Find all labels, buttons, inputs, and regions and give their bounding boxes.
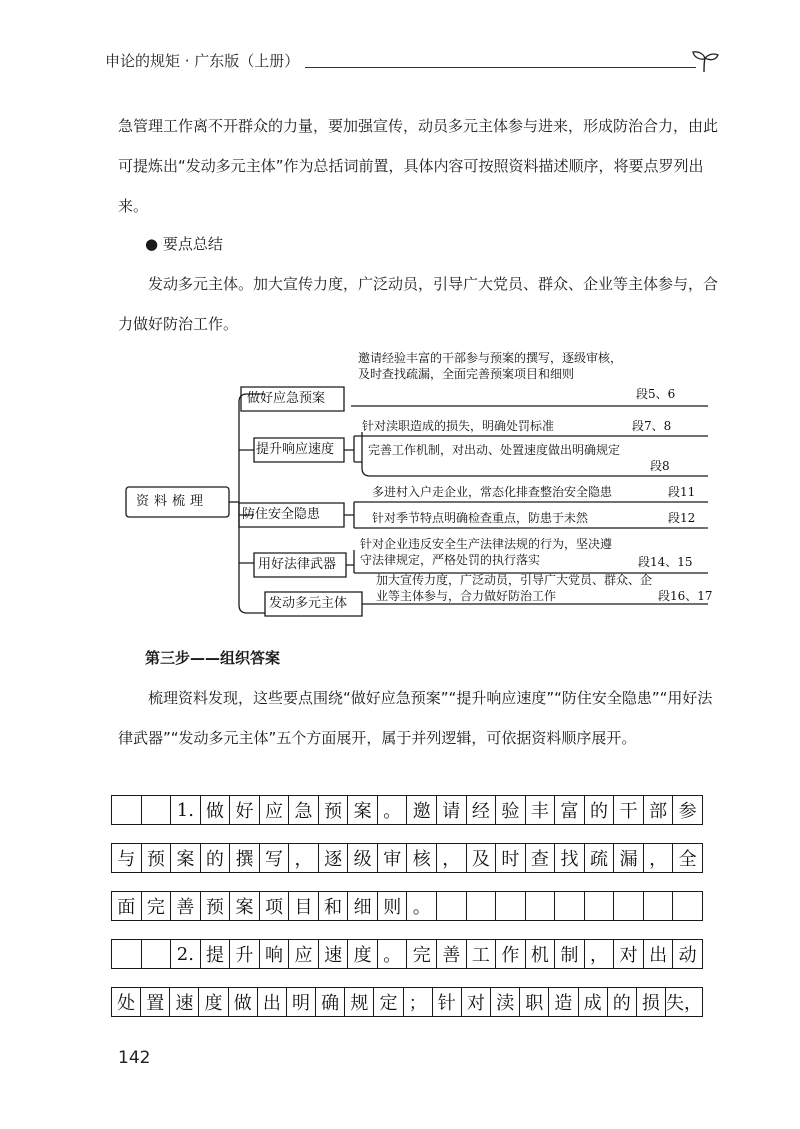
mindmap-b2-detail-1: 针对渎职造成的损失，明确处罚标准 <box>362 419 555 433</box>
grid-cell: 。 <box>407 892 437 920</box>
grid-cell: 细 <box>348 892 378 920</box>
mindmap-b2-ref-2: 段8 <box>650 459 670 473</box>
grid-cell: 时 <box>496 844 526 872</box>
mindmap-b5-label: 发动多元主体 <box>269 596 348 611</box>
book-title: 申论的规矩 · 广东版（上册） <box>105 52 300 70</box>
grid-cell: 工 <box>467 940 497 968</box>
grid-cell <box>112 796 142 824</box>
grid-cell: 案 <box>230 892 260 920</box>
grid-cell: 2. <box>171 940 201 968</box>
grid-cell: 损 <box>637 988 666 1016</box>
grid-cell <box>614 892 644 920</box>
grid-cell: 升 <box>230 940 260 968</box>
mindmap-b2-detail-2: 完善工作机制，对出动、处置速度做出明确规定 <box>368 443 621 457</box>
mindmap-b3-ref-2: 段12 <box>668 511 696 525</box>
grid-cell: 项 <box>260 892 290 920</box>
grid-cell: 的 <box>585 796 615 824</box>
grid-cell <box>467 892 497 920</box>
grid-row <box>111 987 703 1017</box>
mindmap-root-label: 资料梳理 <box>136 494 209 509</box>
grid-cell: 找 <box>555 844 585 872</box>
running-header <box>95 48 720 76</box>
grid-cell: 失， <box>665 993 702 1014</box>
grid-cell <box>585 892 615 920</box>
grid-cell <box>142 940 172 968</box>
grid-cell: 置 <box>141 988 170 1016</box>
mindmap-b5-ref: 段16、17 <box>658 589 713 603</box>
grid-cell: 度 <box>348 940 378 968</box>
grid-cell: 制 <box>555 940 585 968</box>
mindmap-b4-label: 用好法律武器 <box>258 557 337 572</box>
grid-cell: 撰 <box>230 844 260 872</box>
grid-cell <box>112 940 142 968</box>
grid-cell: 预 <box>142 844 172 872</box>
grid-cell: 做 <box>201 796 231 824</box>
mindmap-b4-detail: 针对企业违反安全生产法律法规的行为，坚决遵守法律规定，严格处罚的执行落实 <box>360 537 613 567</box>
grid-cell: 的 <box>608 988 637 1016</box>
grid-cell: 级 <box>348 844 378 872</box>
page-number: 142 <box>118 1048 151 1068</box>
grid-cell: 对 <box>462 988 491 1016</box>
mindmap-b3-ref-1: 段11 <box>668 485 696 499</box>
grid-cell: 全 <box>678 849 697 870</box>
mindmap-b3-detail-2: 针对季节特点明确检查重点，防患于未然 <box>372 511 589 525</box>
grid-cell: 机 <box>526 940 556 968</box>
sprout-icon <box>690 48 720 74</box>
grid-cell <box>142 796 172 824</box>
grid-cell: 疏 <box>585 844 615 872</box>
grid-cell: 职 <box>520 988 549 1016</box>
grid-cell: 完 <box>142 892 172 920</box>
grid-cell: 。 <box>378 796 408 824</box>
grid-cell: ， <box>289 844 319 872</box>
grid-cell: 写 <box>260 844 290 872</box>
grid-row <box>111 795 703 825</box>
grid-cell: 查 <box>526 844 556 872</box>
grid-cell: ； <box>404 988 433 1016</box>
mindmap-b3-detail-1: 多进村入户走企业，常态化排查整治安全隐患 <box>372 485 613 499</box>
grid-cell: 审 <box>378 844 408 872</box>
grid-cell: 规 <box>345 988 374 1016</box>
grid-cell: 确 <box>316 988 345 1016</box>
grid-cell: 造 <box>549 988 578 1016</box>
grid-cell: 案 <box>171 844 201 872</box>
mindmap-b1-label: 做好应急预案 <box>247 391 326 406</box>
grid-cell: 速 <box>319 940 349 968</box>
grid-cell <box>673 892 702 920</box>
grid-cell: 对 <box>614 940 644 968</box>
grid-cell: 好 <box>230 796 260 824</box>
grid-cell: 则 <box>378 892 408 920</box>
grid-cell <box>496 892 526 920</box>
grid-cell: 完 <box>407 940 437 968</box>
grid-cell: 。 <box>378 940 408 968</box>
material-mindmap <box>118 350 718 622</box>
grid-cell: 丰 <box>526 796 556 824</box>
grid-cell: 提 <box>201 940 231 968</box>
grid-cell: 部 <box>644 796 674 824</box>
grid-cell: ， <box>585 940 615 968</box>
grid-cell: ， <box>437 844 467 872</box>
section-key-points-heading: ● 要点总结 <box>145 235 223 253</box>
grid-cell: 善 <box>171 892 201 920</box>
grid-cell: 1. <box>171 796 201 824</box>
grid-cell: 干 <box>614 796 644 824</box>
grid-cell: 急 <box>289 796 319 824</box>
grid-cell: 经 <box>467 796 497 824</box>
grid-cell: 参 <box>678 801 697 822</box>
grid-cell: 目 <box>289 892 319 920</box>
grid-cell: ， <box>644 844 674 872</box>
grid-row <box>111 843 703 873</box>
grid-cell: 作 <box>496 940 526 968</box>
grid-cell: 逐 <box>319 844 349 872</box>
grid-cell: 漏 <box>614 844 644 872</box>
grid-cell: 与 <box>112 844 142 872</box>
grid-cell: 及 <box>467 844 497 872</box>
grid-cell: 成 <box>579 988 608 1016</box>
grid-cell: 出 <box>644 940 674 968</box>
grid-cell: 针 <box>433 988 462 1016</box>
mindmap-b2-ref-1: 段7、8 <box>632 419 672 433</box>
grid-cell: 案 <box>348 796 378 824</box>
paragraph-key-points-summary: 发动多元主体。加大宣传力度，广泛动员，引导广大党员、群众、企业等主体参与，合力做好防治工作。 <box>118 275 719 333</box>
mindmap-b5-detail: 加大宣传力度，广泛动员，引导广大党员、群众、企业等主体参与，合力做好防治工作 <box>376 573 653 603</box>
grid-cell: 渎 <box>491 988 520 1016</box>
grid-cell: 邀 <box>407 796 437 824</box>
grid-row <box>111 891 703 921</box>
grid-cell: 核 <box>407 844 437 872</box>
paragraph-emergency-management: 急管理工作离不开群众的力量，要加强宣传，动员多元主体参与进来，形成防治合力，由此可提炼出“发动多元主体”作为总括词前置，具体内容可按照资料描述顺序，将要点罗列出来。 <box>118 117 719 215</box>
grid-cell: 请 <box>437 796 467 824</box>
grid-cell: 应 <box>260 796 290 824</box>
grid-cell: 定 <box>374 988 403 1016</box>
grid-cell: 富 <box>555 796 585 824</box>
grid-cell: 的 <box>201 844 231 872</box>
grid-cell: 面 <box>112 892 142 920</box>
grid-row <box>111 939 703 969</box>
mindmap-b1-detail: 邀请经验丰富的干部参与预案的撰写，逐级审核，及时查找疏漏，全面完善预案项目和细则 <box>358 351 623 381</box>
grid-cell: 应 <box>289 940 319 968</box>
grid-cell: 明 <box>287 988 316 1016</box>
grid-cell <box>555 892 585 920</box>
grid-cell: 出 <box>258 988 287 1016</box>
mindmap-b4-ref: 段14、15 <box>638 555 693 569</box>
mindmap-b1-ref: 段5、6 <box>636 387 676 401</box>
grid-cell <box>526 892 556 920</box>
grid-cell <box>437 892 467 920</box>
header-rule <box>305 67 696 68</box>
step-three-heading: 第三步——组织答案 <box>145 649 281 667</box>
grid-cell: 和 <box>319 892 349 920</box>
mindmap-b2-label: 提升响应速度 <box>256 442 335 457</box>
grid-cell: 预 <box>319 796 349 824</box>
mindmap-b3-label: 防住安全隐患 <box>242 507 321 522</box>
grid-cell: 善 <box>437 940 467 968</box>
paragraph-organize-answer: 梳理资料发现，这些要点围绕“做好应急预案”“提升响应速度”“防住安全隐患”“用好法律武器”“发动多元主体”五个方面展开，属于并列逻辑，可依据资料顺序展开。 <box>118 689 713 747</box>
grid-cell: 预 <box>201 892 231 920</box>
grid-cell <box>644 892 674 920</box>
grid-cell: 响 <box>260 940 290 968</box>
grid-cell: 验 <box>496 796 526 824</box>
grid-cell: 做 <box>229 988 258 1016</box>
grid-cell: 度 <box>199 988 228 1016</box>
grid-cell: 速 <box>170 988 199 1016</box>
grid-cell: 处 <box>112 988 141 1016</box>
grid-cell: 动 <box>678 945 697 966</box>
